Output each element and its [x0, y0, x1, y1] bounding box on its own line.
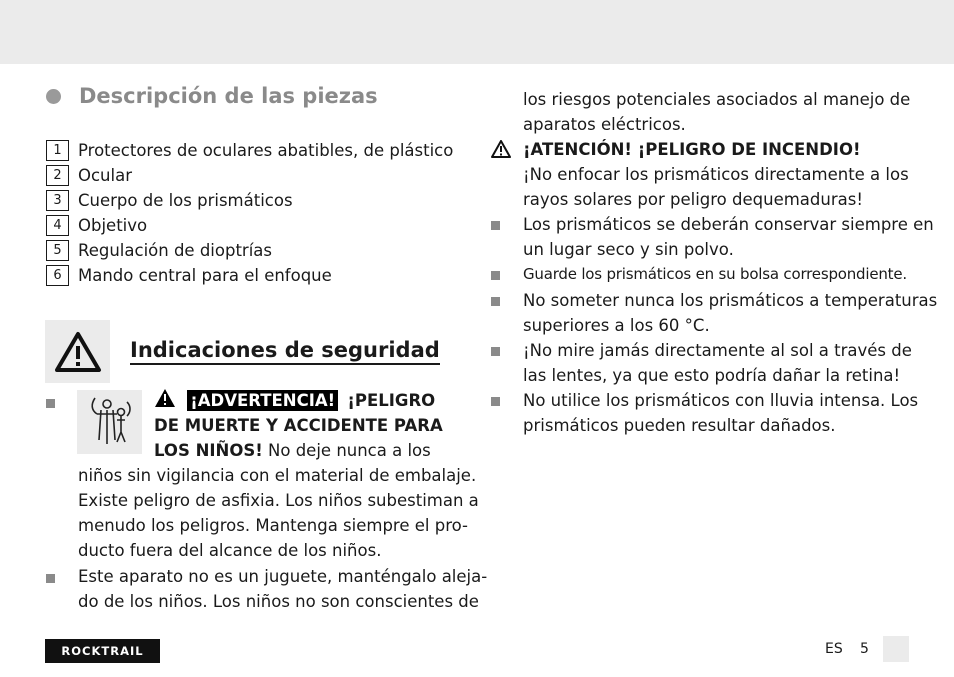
safety-heading — [45, 320, 440, 383]
paragraph-line: las lentes, ya que esto podría dañar la retina! — [523, 366, 901, 385]
paragraph-line: Este aparato no es un juguete, manténgalo aleja- — [78, 567, 488, 586]
warning-triangle-icon — [45, 320, 110, 383]
paragraph-line: do de los niños. Los niños no son conscientes de — [78, 592, 479, 611]
brand-text: ROCKTRAIL — [61, 644, 144, 658]
paragraph-line: aparatos eléctricos. — [523, 115, 686, 134]
part-label: Objetivo — [78, 216, 148, 235]
fire-warning-icon — [491, 140, 511, 162]
paragraph-line: Guarde los prismáticos en su bolsa correspondiente. — [523, 265, 907, 283]
bullet-square-icon — [491, 221, 500, 230]
paragraph-line: ducto fuera del alcance de los niños. — [78, 541, 382, 560]
advertencia-badge: ¡ADVERTENCIA! — [187, 390, 338, 411]
paragraph-line: Existe peligro de asfixia. Los niños subestiman a — [78, 491, 479, 510]
footer-marker — [883, 636, 909, 662]
section-title: Descripción de las piezas — [79, 84, 378, 108]
list-item — [46, 163, 453, 188]
part-number: 1 — [46, 140, 69, 161]
children-warning-icon — [77, 390, 142, 454]
part-label: Ocular — [78, 166, 132, 185]
section-heading — [46, 84, 378, 108]
bullet-square-icon — [491, 347, 500, 356]
part-number: 6 — [46, 265, 69, 286]
header-band — [0, 0, 954, 64]
warning-line-1 — [154, 388, 435, 415]
paragraph-line: ¡No mire jamás directamente al sol a través de — [523, 341, 912, 360]
paragraph-line: superiores a los 60 °C. — [523, 316, 710, 335]
list-item — [46, 263, 453, 288]
paragraph-line: prismáticos pueden resultar dañados. — [523, 416, 836, 435]
paragraph-line: menudo los peligros. Mantenga siempre el pro- — [78, 516, 468, 535]
small-warning-icon — [154, 388, 176, 415]
warning-head: ¡PELIGRO — [347, 391, 436, 410]
brand-logo — [45, 639, 160, 663]
paragraph-line: los riesgos potenciales asociados al manejo de — [523, 90, 911, 109]
bullet-square-icon — [491, 297, 500, 306]
language-code: ES — [825, 641, 843, 657]
part-number: 2 — [46, 165, 69, 186]
list-item — [46, 238, 453, 263]
part-label: Protectores de oculares abatibles, de plástico — [78, 141, 454, 160]
list-item — [46, 138, 453, 163]
part-label: Cuerpo de los prismáticos — [78, 191, 293, 210]
part-label: Mando central para el enfoque — [78, 266, 332, 285]
page-number: 5 — [860, 641, 869, 657]
part-number: 3 — [46, 190, 69, 211]
safety-title: Indicaciones de seguridad — [130, 338, 440, 365]
list-item — [46, 213, 453, 238]
paragraph-line: niños sin vigilancia con el material de embalaje. — [78, 466, 477, 485]
paragraph-line: un lugar seco y sin polvo. — [523, 240, 734, 259]
paragraph-line: Los prismáticos se deberán conservar siempre en — [523, 215, 934, 234]
part-label: Regulación de dioptrías — [78, 241, 272, 260]
bullet-square-icon — [491, 397, 500, 406]
warning-text-3: No deje nunca a los — [262, 441, 431, 460]
part-number: 4 — [46, 215, 69, 236]
parts-list — [46, 138, 453, 288]
paragraph-line: ¡No enfocar los prismáticos directamente a los — [523, 165, 909, 184]
warning-head-3: LOS NIÑOS! — [154, 441, 263, 460]
paragraph-line: No utilice los prismáticos con lluvia intensa. Los — [523, 391, 919, 410]
warning-line-3 — [154, 438, 431, 463]
bullet-dot-icon — [46, 89, 61, 104]
part-number: 5 — [46, 240, 69, 261]
fire-warning-head: ¡ATENCIÓN! ¡PELIGRO DE INCENDIO! — [523, 140, 861, 159]
warning-head-line-2: DE MUERTE Y ACCIDENTE PARA — [154, 416, 443, 435]
bullet-square-icon — [46, 399, 55, 408]
bullet-square-icon — [46, 574, 55, 583]
list-item — [46, 188, 453, 213]
paragraph-line: No someter nunca los prismáticos a temperaturas — [523, 291, 938, 310]
paragraph-line: rayos solares por peligro dequemaduras! — [523, 190, 863, 209]
bullet-square-icon — [491, 271, 500, 280]
